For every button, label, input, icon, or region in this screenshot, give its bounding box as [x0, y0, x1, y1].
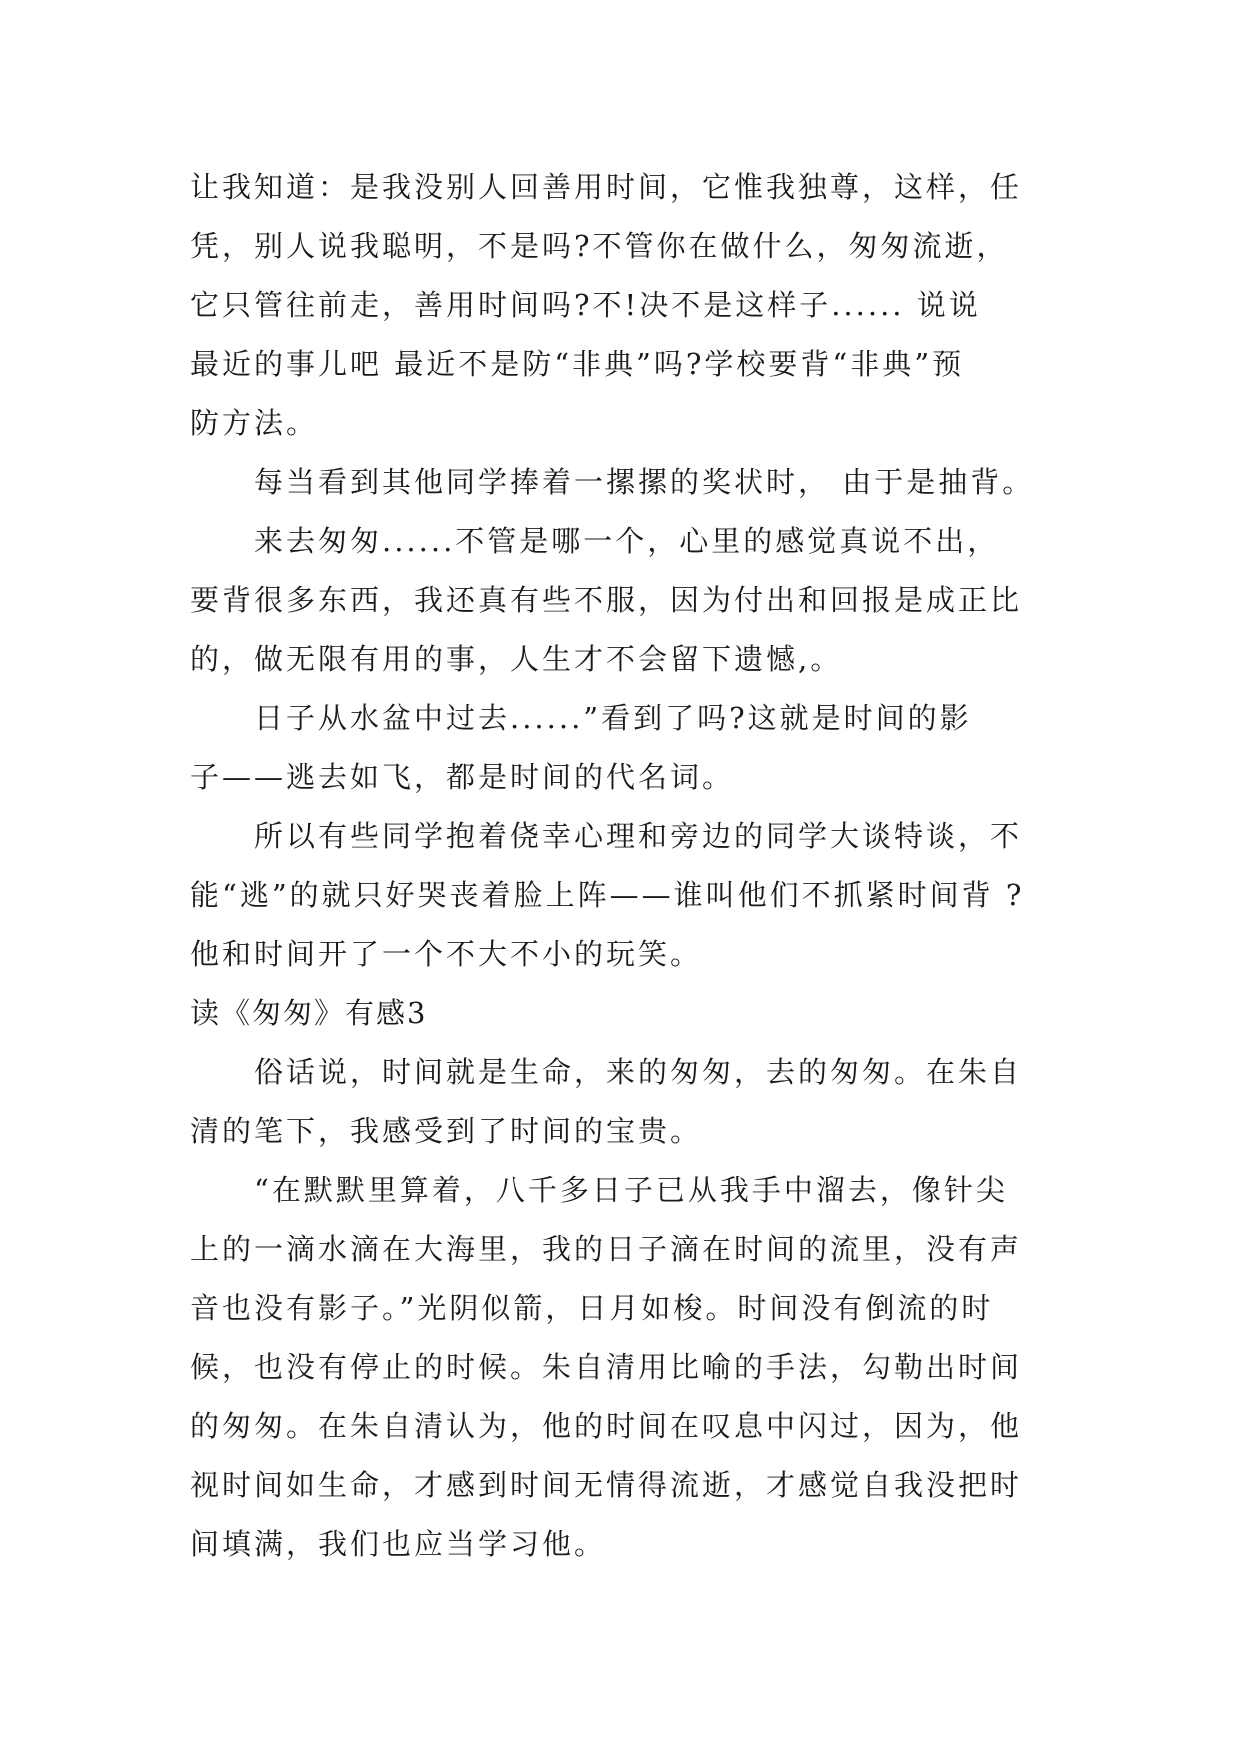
text-line: 候，也没有停止的时候。朱自清用比喻的手法，勾勒出时间	[190, 1350, 1023, 1384]
paragraph-start-line: “在默默里算着，八千多日子已从我手中溜去，像针尖	[254, 1173, 1008, 1207]
text-line: 的，做无限有用的事，人生才不会留下遗憾,。	[190, 642, 843, 676]
paragraph-start-line: 所以有些同学抱着侥幸心理和旁边的同学大谈特谈，不	[254, 819, 1023, 853]
text-line: 他和时间开了一个不大不小的玩笑。	[190, 937, 703, 971]
text-line: 音也没有影子。”光阴似箭，日月如梭。时间没有倒流的时	[190, 1291, 994, 1325]
text-line: 的匆匆。在朱自清认为，他的时间在叹息中闪过，因为，他	[190, 1409, 1023, 1443]
paragraph-start-line: 每当看到其他同学捧着一摞摞的奖状时， 由于是抽背。	[254, 465, 1035, 499]
text-line: 它只管往前走，善用时间吗?不!决不是这样子...... 说说	[190, 288, 981, 322]
text-line: 清的笔下，我感受到了时间的宝贵。	[190, 1114, 703, 1148]
text-line: 子——逃去如飞，都是时间的代名词。	[190, 760, 735, 794]
text-line: 凭，别人说我聪明，不是吗?不管你在做什么，匆匆流逝，	[190, 229, 1009, 263]
document-body	[190, 158, 1052, 1574]
paragraph-start-line: 俗话说，时间就是生命，来的匆匆，去的匆匆。在朱自	[254, 1055, 1023, 1089]
paragraph-start-line: 日子从水盆中过去......”看到了吗?这就是时间的影	[254, 701, 972, 735]
text-line: 要背很多东西，我还真有些不服，因为付出和回报是成正比	[190, 583, 1023, 617]
section-heading: 读《匆匆》有感3	[190, 996, 428, 1030]
text-line: 间填满，我们也应当学习他。	[190, 1527, 607, 1561]
text-line: 视时间如生命，才感到时间无情得流逝，才感觉自我没把时	[190, 1468, 1023, 1502]
text-line: 让我知道：是我没别人回善用时间，它惟我独尊，这样，任	[190, 170, 1023, 204]
text-line: 最近的事儿吧 最近不是防“非典”吗?学校要背“非典”预	[190, 347, 965, 381]
text-line: 防方法。	[190, 406, 319, 440]
text-line: 上的一滴水滴在大海里，我的日子滴在时间的流里，没有声	[190, 1232, 1023, 1266]
paragraph-start-line: 来去匆匆......不管是哪一个，心里的感觉真说不出，	[254, 524, 1000, 558]
text-line: 能“逃”的就只好哭丧着脸上阵——谁叫他们不抓紧时间背 ?	[190, 878, 1025, 912]
